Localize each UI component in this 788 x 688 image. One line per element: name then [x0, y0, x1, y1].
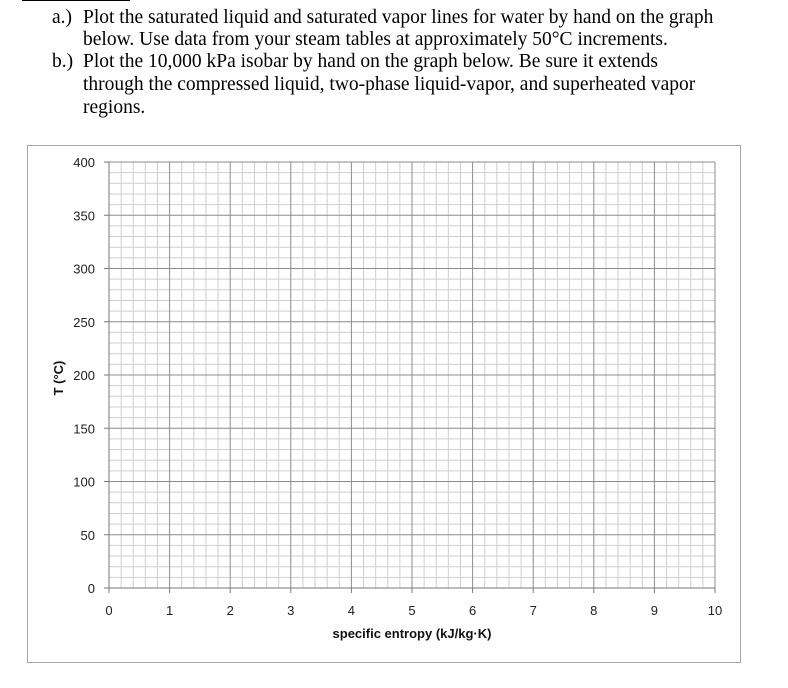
x-tick-label: 10: [707, 603, 723, 618]
x-tick-label: 5: [408, 603, 416, 618]
y-tick-labels: [73, 155, 95, 596]
x-tick-label: 4: [347, 603, 356, 618]
x-tick-label: 1: [165, 603, 174, 618]
y-tick-label: 250: [73, 314, 95, 330]
question-b-line-1: Plot the 10,000 kPa isobar by hand on the graph below. Be sure it extends: [83, 51, 658, 72]
y-tick-label: 100: [73, 474, 95, 490]
question-b-line-3: regions.: [83, 97, 146, 118]
x-axis-title: specific entropy (kJ/kg·K): [332, 626, 492, 641]
x-tick-labels: [105, 603, 722, 618]
question-b-line-2: through the compressed liquid, two-phase liquid-vapor, and superheated vapor: [83, 74, 696, 95]
y-tick-label: 200: [73, 368, 95, 383]
y-axis-title: T (°C): [51, 360, 66, 396]
y-tick-label: 0: [87, 581, 95, 596]
axes: [104, 162, 715, 593]
x-tick-label: 9: [650, 603, 659, 618]
x-tick-label: 7: [529, 603, 537, 618]
x-tick-label: 2: [226, 603, 234, 618]
y-tick-label: 350: [73, 208, 95, 224]
question-a-line-2: below. Use data from your steam tables at approximately 50°C increments.: [83, 29, 668, 50]
y-tick-label: 150: [73, 421, 95, 437]
x-tick-label: 6: [468, 603, 477, 618]
question-b-label: b.): [52, 51, 74, 72]
y-tick-label: 50: [80, 527, 95, 543]
y-tick-label: 400: [73, 155, 95, 170]
question-a-line-1: Plot the saturated liquid and saturated vapor lines for water by hand on the graph: [83, 7, 714, 28]
y-tick-label: 300: [73, 261, 95, 277]
x-tick-label: 3: [287, 603, 295, 618]
question-a-label: a.): [52, 7, 73, 28]
x-tick-label: 8: [590, 603, 598, 618]
x-tick-label: 0: [105, 603, 113, 618]
